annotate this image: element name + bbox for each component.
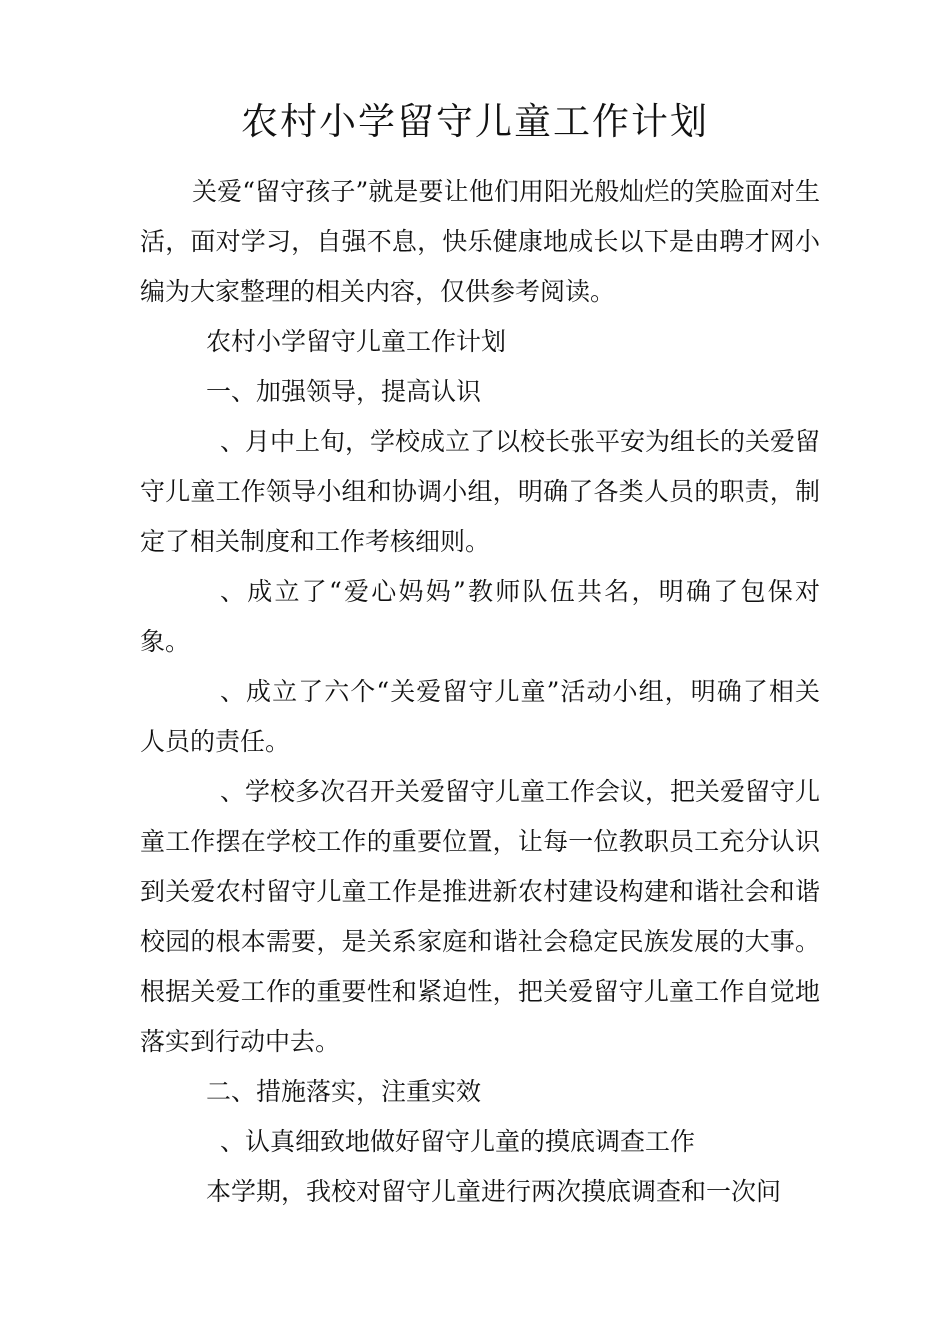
list-item-paragraph: 、月中上旬，学校成立了以校长张平安为组长的关爱留守儿童工作领导小组和协调小组，明确了各类人员的职责，制定了相关制度和工作考核细则。 bbox=[140, 427, 821, 556]
document-body bbox=[140, 167, 820, 1217]
list-item-paragraph: 、学校多次召开关爱留守儿童工作会议，把关爱留守儿童工作摆在学校工作的重要位置，让每一位教职员工充分认识到关爱农村留守儿童工作是推进新农村建设构建和谐社会和谐校园的根本需要，是关系家庭和谐社会稳定民族发展的大事。根据关爱工作的重要性和紧迫性，把关爱留守儿童工作自觉地落实到行动中去。 bbox=[140, 777, 821, 1056]
list-item-paragraph: 、成立了“爱心妈妈”教师队伍共名，明确了包保对象。 bbox=[140, 577, 820, 656]
intro-paragraph: 关爱“留守孩子”就是要让他们用阳光般灿烂的笑脸面对生活，面对学习，自强不息，快乐健康地成长以下是由聘才网小编为大家整理的相关内容，仅供参考阅读。 bbox=[140, 177, 820, 306]
subtitle-paragraph: 农村小学留守儿童工作计划 bbox=[206, 327, 507, 356]
document-title: 农村小学留守儿童工作计划 bbox=[241, 100, 709, 143]
list-item-paragraph: 、认真细致地做好留守儿童的摸底调查工作 bbox=[220, 1127, 696, 1156]
body-paragraph: 本学期，我校对留守儿童进行两次摸底调查和一次问 bbox=[206, 1177, 782, 1206]
list-item-paragraph: 、成立了六个“关爱留守儿童”活动小组，明确了相关人员的责任。 bbox=[140, 677, 820, 756]
section-heading-1: 一、加强领导，提高认识 bbox=[206, 377, 482, 406]
section-heading-2: 二、措施落实，注重实效 bbox=[206, 1077, 482, 1106]
